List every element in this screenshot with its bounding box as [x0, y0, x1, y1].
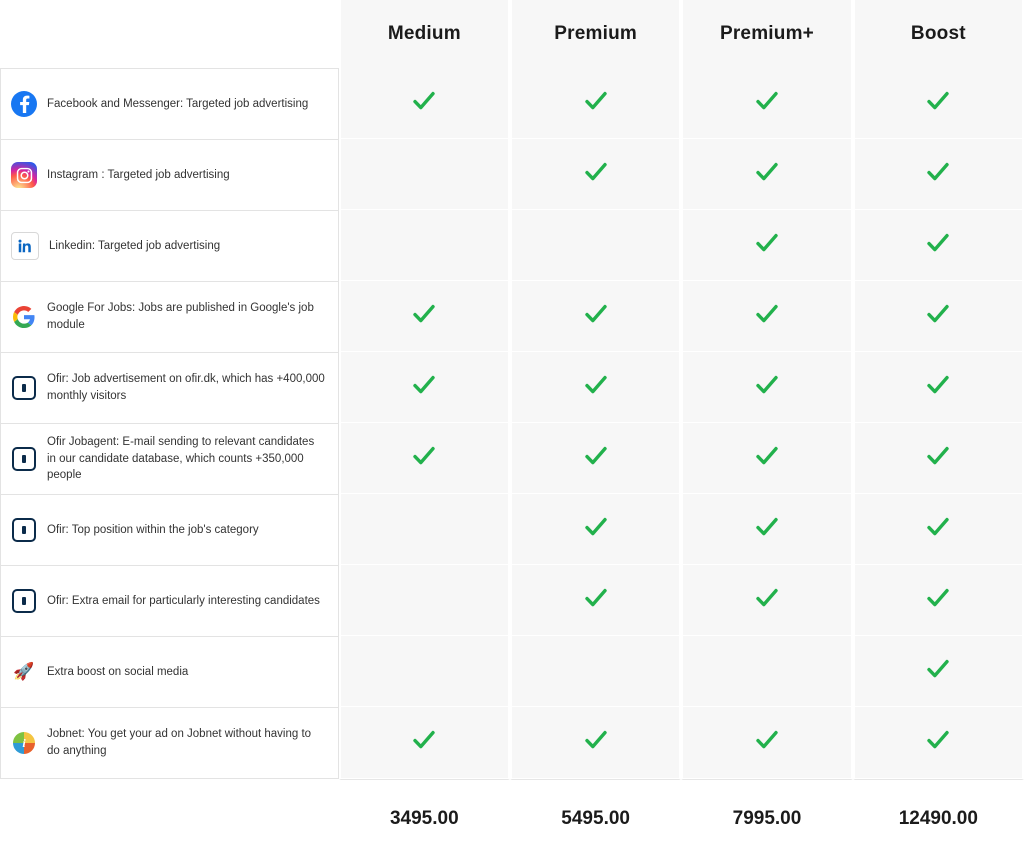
check-icon [411, 443, 437, 469]
check-cell [339, 139, 510, 210]
check-icon [754, 727, 780, 753]
plan-header-premium-plus: Premium+ [681, 0, 852, 68]
check-cell [853, 68, 1024, 139]
table-row [0, 565, 1024, 636]
check-icon [754, 230, 780, 256]
price-premium: 5495.00 [510, 779, 681, 858]
check-icon [583, 88, 609, 114]
ofir-icon [11, 375, 37, 401]
check-cell [853, 210, 1024, 281]
check-icon [925, 443, 951, 469]
check-cell [681, 636, 852, 707]
check-icon [411, 88, 437, 114]
check-cell [339, 494, 510, 565]
check-cell [681, 494, 852, 565]
feature-cell [0, 68, 339, 139]
check-cell [510, 210, 681, 281]
instagram-icon [11, 162, 37, 188]
table-row [0, 423, 1024, 494]
check-cell [853, 707, 1024, 779]
check-icon [583, 727, 609, 753]
check-icon [754, 372, 780, 398]
table-row [0, 281, 1024, 352]
check-cell [510, 68, 681, 139]
check-icon [411, 301, 437, 327]
check-cell [681, 210, 852, 281]
feature-label: Instagram : Targeted job advertising [47, 168, 230, 181]
check-icon [925, 585, 951, 611]
check-cell [510, 636, 681, 707]
table-row [0, 494, 1024, 565]
check-cell [681, 281, 852, 352]
check-icon [583, 585, 609, 611]
google-icon [11, 304, 37, 330]
check-icon [754, 443, 780, 469]
check-cell [853, 494, 1024, 565]
check-icon [583, 159, 609, 185]
check-cell [681, 707, 852, 779]
check-cell [510, 139, 681, 210]
check-cell [339, 210, 510, 281]
feature-label: Ofir: Extra email for particularly interesting candidates [47, 594, 320, 607]
check-cell [681, 352, 852, 423]
check-icon [925, 656, 951, 682]
table-row [0, 139, 1024, 210]
check-icon [583, 372, 609, 398]
feature-cell [0, 707, 339, 779]
table-row [0, 636, 1024, 707]
check-cell [339, 636, 510, 707]
check-icon [754, 514, 780, 540]
check-cell [510, 494, 681, 565]
check-icon [583, 301, 609, 327]
ofir-icon [11, 446, 37, 472]
rocket-icon: 🚀 [11, 659, 37, 685]
jobnet-icon: i [11, 730, 37, 756]
feature-label: Jobnet: You get your ad on Jobnet without having to do anything [47, 728, 312, 758]
check-icon [925, 230, 951, 256]
check-cell [510, 423, 681, 494]
feature-cell [0, 494, 339, 565]
check-cell [510, 352, 681, 423]
check-icon [925, 159, 951, 185]
check-icon [925, 514, 951, 540]
ofir-icon [11, 517, 37, 543]
check-cell [339, 68, 510, 139]
check-icon [411, 372, 437, 398]
table-body [0, 68, 1024, 779]
feature-cell [0, 139, 339, 210]
feature-cell [0, 281, 339, 352]
check-icon [754, 585, 780, 611]
check-cell [510, 565, 681, 636]
check-icon [925, 88, 951, 114]
price-premium-plus: 7995.00 [681, 779, 852, 858]
check-icon [754, 301, 780, 327]
header-blank-cell [0, 0, 339, 68]
price-boost: 12490.00 [853, 779, 1024, 858]
feature-label: Linkedin: Targeted job advertising [49, 239, 221, 252]
plan-header-premium: Premium [510, 0, 681, 68]
check-icon [925, 301, 951, 327]
check-icon [583, 443, 609, 469]
feature-label: Ofir Jobagent: E-mail sending to relevant candidates in our candidate database, which counts +350,000 people [47, 436, 315, 482]
check-cell [681, 565, 852, 636]
header-row [0, 0, 1024, 68]
feature-label: Google For Jobs: Jobs are published in Google's job module [47, 302, 314, 331]
check-cell [681, 139, 852, 210]
check-cell [853, 281, 1024, 352]
price-medium: 3495.00 [339, 779, 510, 858]
table-footer [0, 779, 1024, 858]
check-cell [853, 636, 1024, 707]
check-cell [339, 423, 510, 494]
check-cell [681, 423, 852, 494]
linkedin-icon [11, 232, 39, 260]
check-icon [925, 372, 951, 398]
check-cell [339, 707, 510, 779]
feature-label: Extra boost on social media [47, 665, 189, 678]
ofir-icon [11, 588, 37, 614]
check-cell [510, 707, 681, 779]
facebook-icon [11, 91, 37, 117]
check-cell [853, 139, 1024, 210]
check-cell [853, 423, 1024, 494]
check-icon [411, 727, 437, 753]
feature-cell [0, 210, 339, 281]
check-cell [853, 352, 1024, 423]
table-row [0, 210, 1024, 281]
check-cell [339, 281, 510, 352]
feature-label: Ofir: Job advertisement on ofir.dk, which has +400,000 monthly visitors [47, 373, 325, 402]
check-cell [853, 565, 1024, 636]
price-blank-cell [0, 779, 339, 858]
check-cell [681, 68, 852, 139]
feature-label: Facebook and Messenger: Targeted job advertising [47, 97, 309, 110]
feature-cell [0, 565, 339, 636]
check-icon [925, 727, 951, 753]
plan-header-medium: Medium [339, 0, 510, 68]
table-row [0, 68, 1024, 139]
price-row [0, 779, 1024, 858]
check-cell [510, 281, 681, 352]
plan-header-boost: Boost [853, 0, 1024, 68]
table-header [0, 0, 1024, 68]
table-row [0, 707, 1024, 779]
feature-label: Ofir: Top position within the job's category [47, 523, 259, 536]
feature-cell [0, 423, 339, 494]
check-icon [754, 159, 780, 185]
check-cell [339, 352, 510, 423]
feature-cell [0, 636, 339, 707]
feature-cell [0, 352, 339, 423]
check-icon [754, 88, 780, 114]
table-row [0, 352, 1024, 423]
check-icon [583, 514, 609, 540]
check-cell [339, 565, 510, 636]
